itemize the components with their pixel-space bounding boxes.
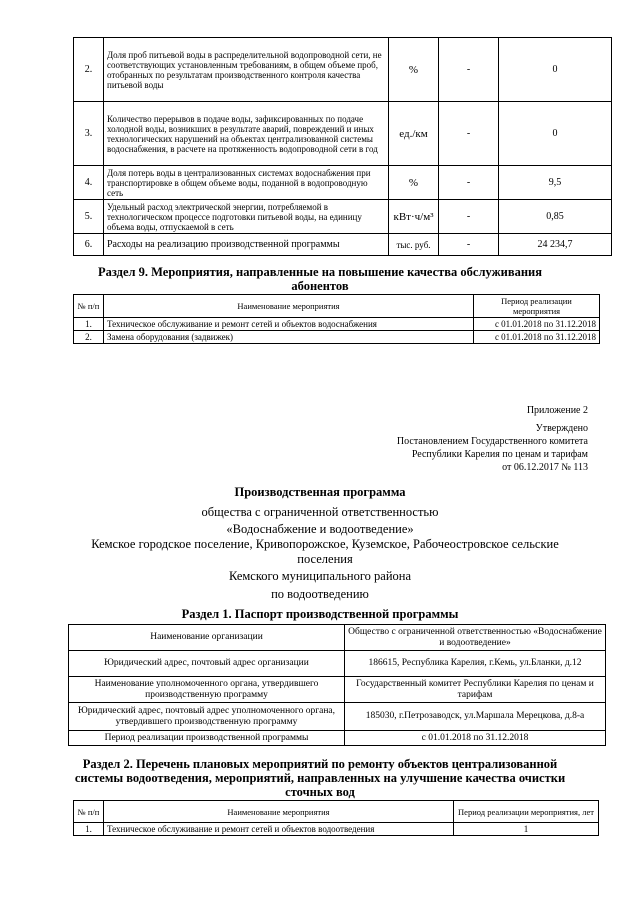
table-row [69, 625, 606, 651]
passport-label: Наименование организации [69, 625, 345, 651]
indicator-name: Доля потерь воды в централизованных системах водоснабжения при транспортировке в общем объеме воды, поданной в водопроводную сеть [104, 166, 389, 200]
col-header-period: Период реализации мероприятия [474, 295, 600, 318]
unit: кВт·ч/м³ [389, 200, 439, 234]
indicator-name: Количество перерывов в подаче воды, зафиксированных по подаче холодной воды, возникших в результате аварий, повреждений и иных технологических нарушений на объектах централизованной системы водоснабжения, в расчете на протяженность водопроводной сети в год [104, 102, 389, 166]
target-value: 0 [499, 102, 612, 166]
row-number: 1. [74, 318, 104, 331]
activity-name: Техническое обслуживание и ремонт сетей и объектов водоснабжения [104, 318, 474, 331]
activity-period: с 01.01.2018 по 31.12.2018 [474, 331, 600, 344]
passport-value: с 01.01.2018 по 31.12.2018 [345, 731, 606, 746]
program-org-line-1: общества с ограниченной ответственностью [201, 505, 439, 519]
col-header-num: № п/п [74, 295, 104, 318]
program-org-line-2: «Водоснабжение и водоотведение» [226, 522, 414, 536]
passport-value: 185030, г.Петрозаводск, ул.Маршала Мерецкова, д.8-а [345, 703, 606, 731]
table-row [74, 166, 612, 200]
unit: тыс. руб. [389, 234, 439, 256]
table-row [69, 703, 606, 731]
indicator-name: Расходы на реализацию производственной программы [104, 234, 389, 256]
row-number: 2. [74, 331, 104, 344]
target-value: 24 234,7 [499, 234, 612, 256]
table-row [74, 234, 612, 256]
program-district: Кемского муниципального района [228, 569, 412, 583]
indicators-table [73, 37, 612, 256]
passport-table [68, 624, 606, 746]
row-number: 5. [74, 200, 104, 234]
appendix-label: Приложение 2 [526, 405, 588, 416]
section-2-table [73, 800, 599, 836]
table-row [74, 318, 600, 331]
table-header [74, 801, 599, 823]
indicator-name: Удельный расход электрической энергии, потребляемой в технологическом процессе подготовки питьевой воды, на единицу объема воды, отпускаемой в сеть [104, 200, 389, 234]
target-value: 0,85 [499, 200, 612, 234]
row-number: 3. [74, 102, 104, 166]
passport-value: Общество с ограниченной ответственностью «Водоснабжение и водоотведение» [345, 625, 606, 651]
program-area: Кемское городское поселение, Кривопорожское, Куземское, Рабочеостровское сельские поселения [91, 537, 559, 566]
base-value: - [439, 166, 499, 200]
indicator-name: Доля проб питьевой воды в распределительной водопроводной сети, не соответствующих установленным требованиям, в общем объеме проб, отобранных по результатам производственного контроля качества питьевой воды [104, 38, 389, 102]
approval-line-3: от 06.12.2017 № 113 [502, 462, 588, 473]
table-header [74, 295, 600, 318]
program-subject: по водоотведению [271, 587, 369, 601]
row-number: 6. [74, 234, 104, 256]
row-number: 2. [74, 38, 104, 102]
table-row [74, 38, 612, 102]
section-9-title: Раздел 9. Мероприятия, направленные на повышение качества обслуживания абонентов [97, 265, 543, 293]
table-row [74, 823, 599, 836]
base-value: - [439, 102, 499, 166]
col-header-period: Период реализации мероприятия, лет [454, 801, 599, 823]
unit: % [389, 166, 439, 200]
base-value: - [439, 200, 499, 234]
table-row [74, 102, 612, 166]
activity-name: Замена оборудования (задвижек) [104, 331, 474, 344]
activity-period: 1 [454, 823, 599, 836]
target-value: 0 [499, 38, 612, 102]
table-row [69, 651, 606, 677]
col-header-num: № п/п [74, 801, 104, 823]
approval-line-2: Республики Карелия по ценам и тарифам [411, 449, 588, 460]
col-header-name: Наименование мероприятия [104, 295, 474, 318]
table-row [69, 677, 606, 703]
base-value: - [439, 38, 499, 102]
passport-label: Наименование уполномоченного органа, утвердившего производственную программу [69, 677, 345, 703]
approval-line-1: Постановлением Государственного комитета [396, 436, 588, 447]
base-value: - [439, 234, 499, 256]
section-9-table [73, 294, 600, 344]
unit: ед./км [389, 102, 439, 166]
row-number: 4. [74, 166, 104, 200]
activity-period: с 01.01.2018 по 31.12.2018 [474, 318, 600, 331]
passport-label: Юридический адрес, почтовый адрес организации [69, 651, 345, 677]
passport-value: Государственный комитет Республики Карелия по ценам и тарифам [345, 677, 606, 703]
unit: % [389, 38, 439, 102]
passport-label: Юридический адрес, почтовый адрес уполномоченного органа, утвердившего производственную программу [69, 703, 345, 731]
approved-label: Утверждено [535, 423, 588, 434]
passport-label: Период реализации производственной программы [69, 731, 345, 746]
section-1-title: Раздел 1. Паспорт производственной программы [181, 607, 459, 621]
table-row [74, 200, 612, 234]
row-number: 1. [74, 823, 104, 836]
section-2-title: Раздел 2. Перечень плановых мероприятий по ремонту объектов централизованной системы водоотведения, мероприятий, направленных на улучшение качества очистки сточных вод [74, 757, 566, 799]
activity-name: Техническое обслуживание и ремонт сетей и объектов водоотведения [104, 823, 454, 836]
program-title: Производственная программа [234, 485, 406, 499]
table-row [74, 331, 600, 344]
target-value: 9,5 [499, 166, 612, 200]
table-row [69, 731, 606, 746]
col-header-name: Наименование мероприятия [104, 801, 454, 823]
passport-value: 186615, Республика Карелия, г.Кемь, ул.Бланки, д.12 [345, 651, 606, 677]
